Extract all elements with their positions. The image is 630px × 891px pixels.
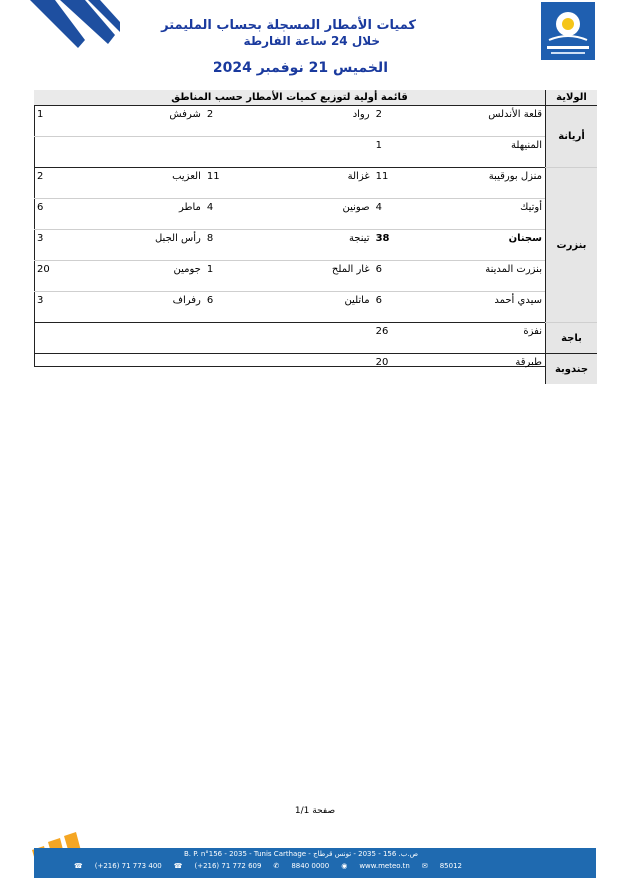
table-row — [34, 168, 597, 199]
table-row — [34, 106, 597, 137]
station-name: نفزة — [393, 323, 546, 354]
corner-stripes-decoration — [0, 0, 120, 60]
station-name — [223, 323, 373, 354]
header-governorate: الولاية — [545, 90, 597, 106]
station-name — [223, 137, 373, 168]
table-row — [34, 137, 597, 168]
station-name: بنزرت المدينة — [393, 261, 546, 292]
station-name: طبرقة — [515, 357, 542, 368]
rain-value: 11 — [373, 168, 393, 199]
station-name: المنيهلة — [393, 137, 546, 168]
footer-sms: 85012 — [439, 862, 462, 870]
station-name: ماتلين — [223, 292, 373, 323]
station-name: سيدي أحمد — [393, 292, 546, 323]
rain-value — [34, 323, 53, 354]
footer-phone-1: (+216) 71 773 400 — [94, 862, 162, 870]
table-header-row — [34, 90, 597, 106]
rain-value: 6 — [373, 261, 393, 292]
rain-value: 26 — [373, 323, 393, 354]
station-name: العزيب — [53, 168, 204, 199]
rain-value: 6 — [204, 292, 223, 323]
fax-icon: ☎ — [173, 862, 183, 870]
table-row — [34, 199, 597, 230]
station-name: جومين — [53, 261, 204, 292]
rain-value: 2 — [204, 106, 223, 137]
table-row — [34, 354, 597, 385]
station-name: سجنان — [393, 230, 546, 261]
toll-free-icon: ✆ — [273, 862, 280, 870]
footer-contacts — [74, 862, 462, 870]
report-subtitle: خلال 24 ساعة الفارطة — [243, 34, 380, 48]
footer-toll-free: 8840 0000 — [291, 862, 330, 870]
governorate-cell: جندوبة — [545, 354, 597, 385]
station-name: غزالة — [223, 168, 373, 199]
table-row — [34, 261, 597, 292]
footer-bar — [34, 848, 596, 878]
rain-value: 1 — [34, 106, 53, 137]
report-date: الخميس 21 نوفمبر 2024 — [212, 60, 388, 76]
station-name — [53, 323, 204, 354]
footer-website[interactable]: www.meteo.tn — [359, 862, 410, 870]
rain-value: 8 — [204, 230, 223, 261]
station-name — [53, 354, 204, 385]
rain-value: 20 — [375, 357, 389, 368]
station-name: منزل بورقيبة — [393, 168, 546, 199]
institute-logo — [541, 2, 595, 60]
rain-value: 1 — [373, 137, 393, 168]
governorate-cell: أريانة — [545, 106, 597, 168]
station-name — [53, 137, 204, 168]
footer-phone-2: (+216) 71 772 609 — [194, 862, 262, 870]
station-name: شرفش — [53, 106, 204, 137]
station-name: رواد — [223, 106, 373, 137]
rain-value — [204, 323, 223, 354]
rain-value: 38 — [373, 230, 393, 261]
rain-value: 3 — [34, 230, 53, 261]
page-number: صفحة 1/1 — [294, 806, 336, 816]
globe-icon: ◉ — [341, 862, 348, 870]
rain-value: 2 — [373, 106, 393, 137]
rain-value: 20 — [34, 261, 53, 292]
station-name: رأس الجبل — [53, 230, 204, 261]
station-name: تينجة — [223, 230, 373, 261]
rain-value: 6 — [373, 292, 393, 323]
table-row — [34, 230, 597, 261]
sms-icon: ✉ — [421, 862, 428, 870]
footer-address: B. P. n°156 - 2035 - Tunis Carthage - ص.ب. 156 - 2035 - تونس قرطاج — [184, 850, 419, 858]
header-main: قائمة أولية لتوزيع كميات الأمطار حسب المناطق — [34, 90, 545, 106]
rain-value: 6 — [34, 199, 53, 230]
station-name: أوتيك — [393, 199, 546, 230]
rain-value — [34, 137, 53, 168]
rain-value: 11 — [204, 168, 223, 199]
table-row — [34, 292, 597, 323]
rain-value: 2 — [34, 168, 53, 199]
rainfall-table — [34, 90, 597, 384]
station-name: صونين — [223, 199, 373, 230]
rain-value — [34, 354, 53, 385]
station-name: رفراف — [53, 292, 204, 323]
governorate-cell: بنزرت — [545, 168, 597, 323]
report-title: كميات الأمطار المسجلة بحساب المليمتر — [161, 18, 416, 33]
rain-value: 4 — [204, 199, 223, 230]
governorate-cell: باجة — [545, 323, 597, 354]
station-name — [223, 354, 373, 385]
phone-icon: ☎ — [74, 862, 83, 870]
rain-value: 3 — [34, 292, 53, 323]
station-name: قلعة الأندلس — [393, 106, 546, 137]
table-row — [34, 323, 597, 354]
rain-value: 1 — [204, 261, 223, 292]
rain-value — [204, 137, 223, 168]
rain-value — [204, 354, 223, 385]
station-name: ماطر — [53, 199, 204, 230]
station-name: غار الملح — [223, 261, 373, 292]
rain-value: 4 — [373, 199, 393, 230]
